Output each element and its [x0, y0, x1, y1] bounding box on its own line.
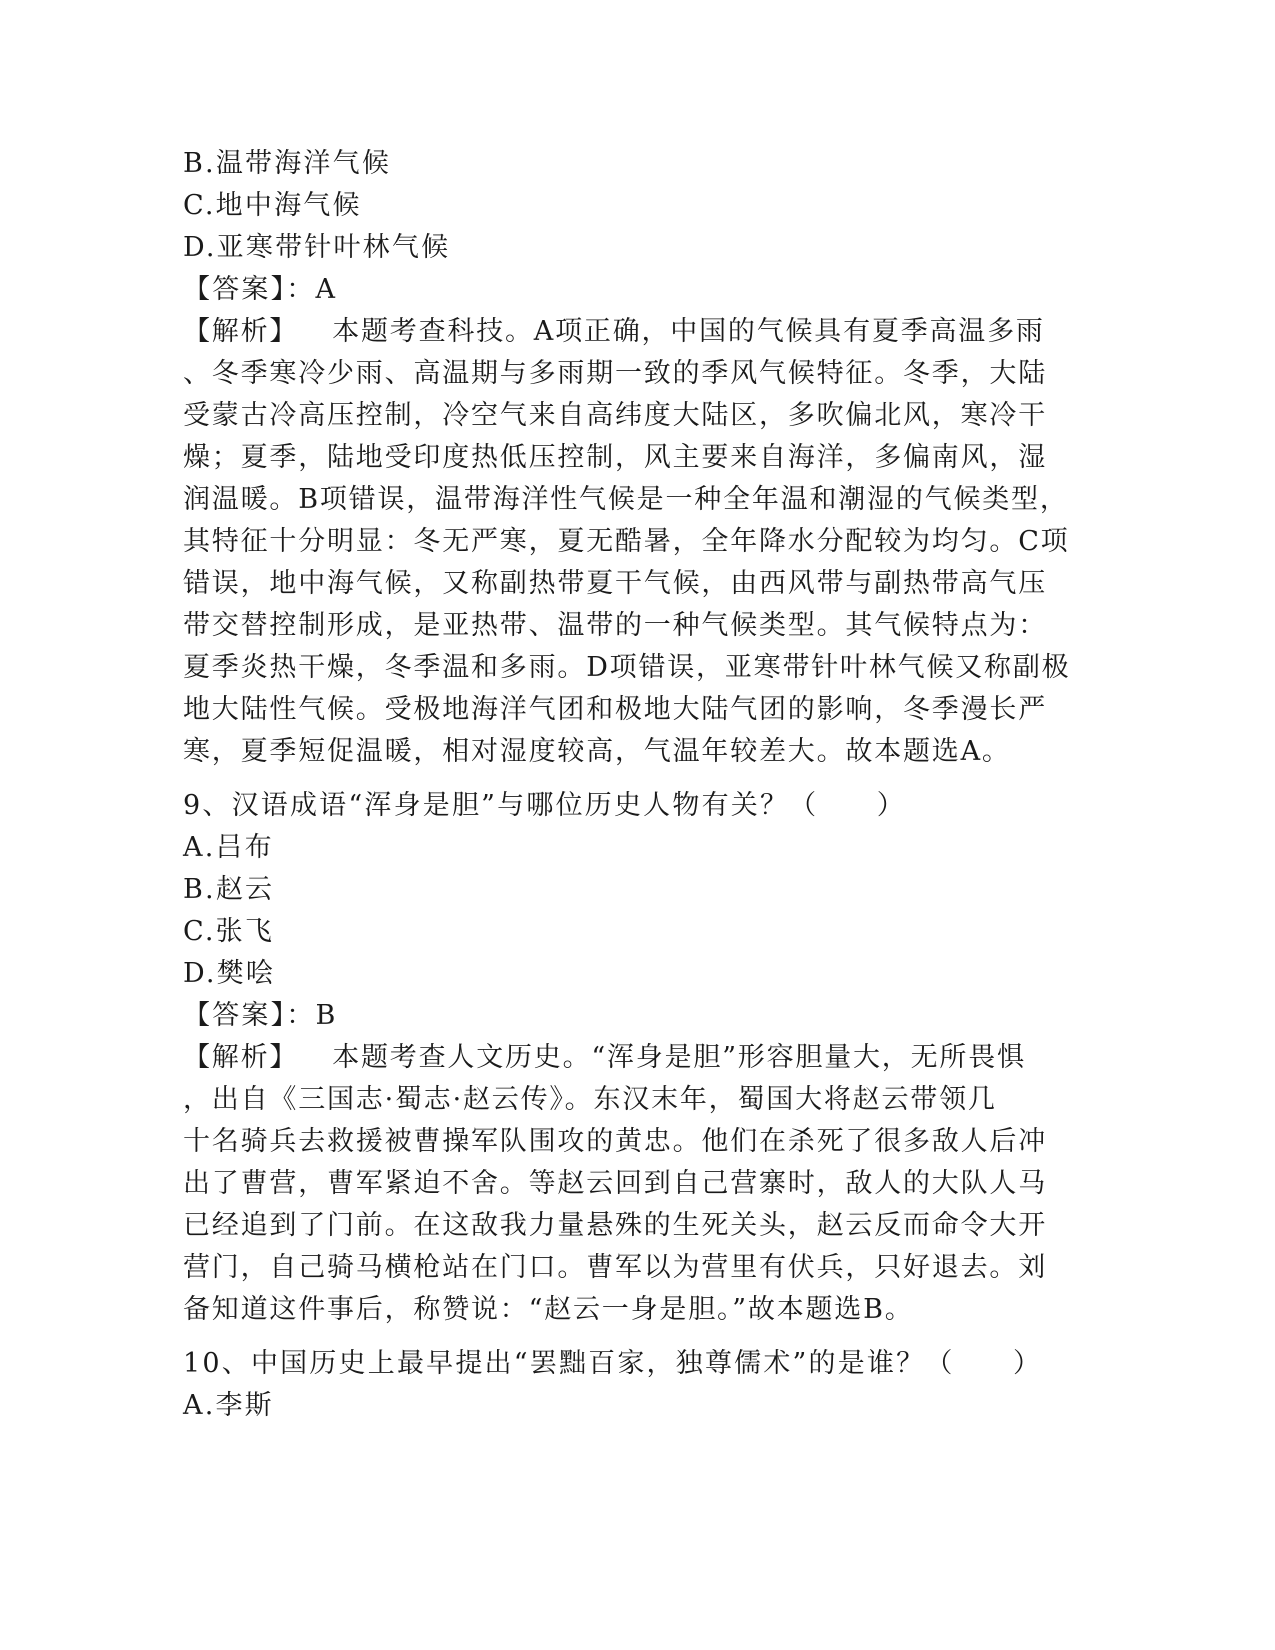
question-text: 9、汉语成语“浑身是胆”与哪位历史人物有关？（ ） — [183, 790, 906, 821]
option-a: A.吕布 — [183, 832, 274, 863]
question-text: 10、中国历史上最早提出“罢黜百家，独尊儒术”的是谁？（ ） — [183, 1348, 1043, 1379]
analysis-text: 已经追到了门前。在这敌我力量悬殊的生死关头，赵云反而命令大开 — [183, 1210, 1047, 1241]
analysis-text: 地大陆性气候。受极地海洋气团和极地大陆气团的影响，冬季漫长严 — [183, 694, 1047, 725]
analysis-text: 夏季炎热干燥，冬季温和多雨。D项错误，亚寒带针叶林气候又称副极 — [183, 652, 1071, 683]
option-d: D.亚寒带针叶林气候 — [183, 232, 451, 263]
analysis-first-line — [183, 1037, 1083, 1079]
analysis-text: 燥；夏季，陆地受印度热低压控制，风主要来自海洋，多偏南风，湿 — [183, 442, 1047, 473]
question-8-block — [183, 143, 1083, 773]
analysis-text: 带交替控制形成，是亚热带、温带的一种气候类型。其气候特点为： — [183, 610, 1047, 641]
document-page — [183, 143, 1083, 1427]
analysis-text: 备知道这件事后，称赞说：“赵云一身是胆。”故本题选B。 — [183, 1294, 914, 1325]
option-d: D.樊哙 — [183, 958, 276, 989]
analysis-text: 、冬季寒冷少雨、高温期与多雨期一致的季风气候特征。冬季，大陆 — [183, 358, 1047, 389]
analysis-text: 十名骑兵去救援被曹操军队围攻的黄忠。他们在杀死了很多敌人后冲 — [183, 1126, 1047, 1157]
question-9-block — [183, 785, 1083, 1331]
analysis-text: 其特征十分明显：冬无严寒，夏无酷暑，全年降水分配较为均匀。C项 — [183, 526, 1070, 557]
analysis-first-line — [183, 311, 1083, 353]
analysis-text: 寒，夏季短促温暖，相对湿度较高，气温年较差大。故本题选A。 — [183, 736, 1011, 767]
analysis-paragraph — [183, 311, 1083, 773]
option-c: C.地中海气候 — [183, 190, 362, 221]
analysis-paragraph — [183, 1037, 1083, 1331]
option-a: A.李斯 — [183, 1390, 274, 1421]
answer-line: 【答案】：B — [183, 1000, 338, 1031]
analysis-text: ，出自《三国志·蜀志·赵云传》。东汉末年，蜀国大将赵云带领几 — [183, 1084, 997, 1115]
option-b: B.温带海洋气候 — [183, 148, 392, 179]
option-c: C.张飞 — [183, 916, 275, 947]
analysis-text: 错误，地中海气候，又称副热带夏干气候，由西风带与副热带高气压 — [183, 568, 1047, 599]
analysis-text: 本题考查科技。A项正确，中国的气候具有夏季高温多雨 — [332, 316, 1045, 347]
question-10-block — [183, 1343, 1083, 1427]
analysis-text: 出了曹营，曹军紧迫不舍。等赵云回到自己营寨时，敌人的大队人马 — [183, 1168, 1047, 1199]
analysis-text: 本题考查人文历史。“浑身是胆”形容胆量大，无所畏惧 — [332, 1042, 1026, 1073]
analysis-text: 受蒙古冷高压控制，冷空气来自高纬度大陆区，多吹偏北风，寒冷干 — [183, 400, 1047, 431]
option-b: B.赵云 — [183, 874, 275, 905]
analysis-tag: 【解析】 — [183, 1042, 299, 1073]
analysis-text: 润温暖。B项错误，温带海洋性气候是一种全年温和潮湿的气候类型， — [183, 484, 1069, 515]
analysis-tag: 【解析】 — [183, 316, 299, 347]
answer-line: 【答案】：A — [183, 274, 338, 305]
analysis-text: 营门，自己骑马横枪站在门口。曹军以为营里有伏兵，只好退去。刘 — [183, 1252, 1047, 1283]
